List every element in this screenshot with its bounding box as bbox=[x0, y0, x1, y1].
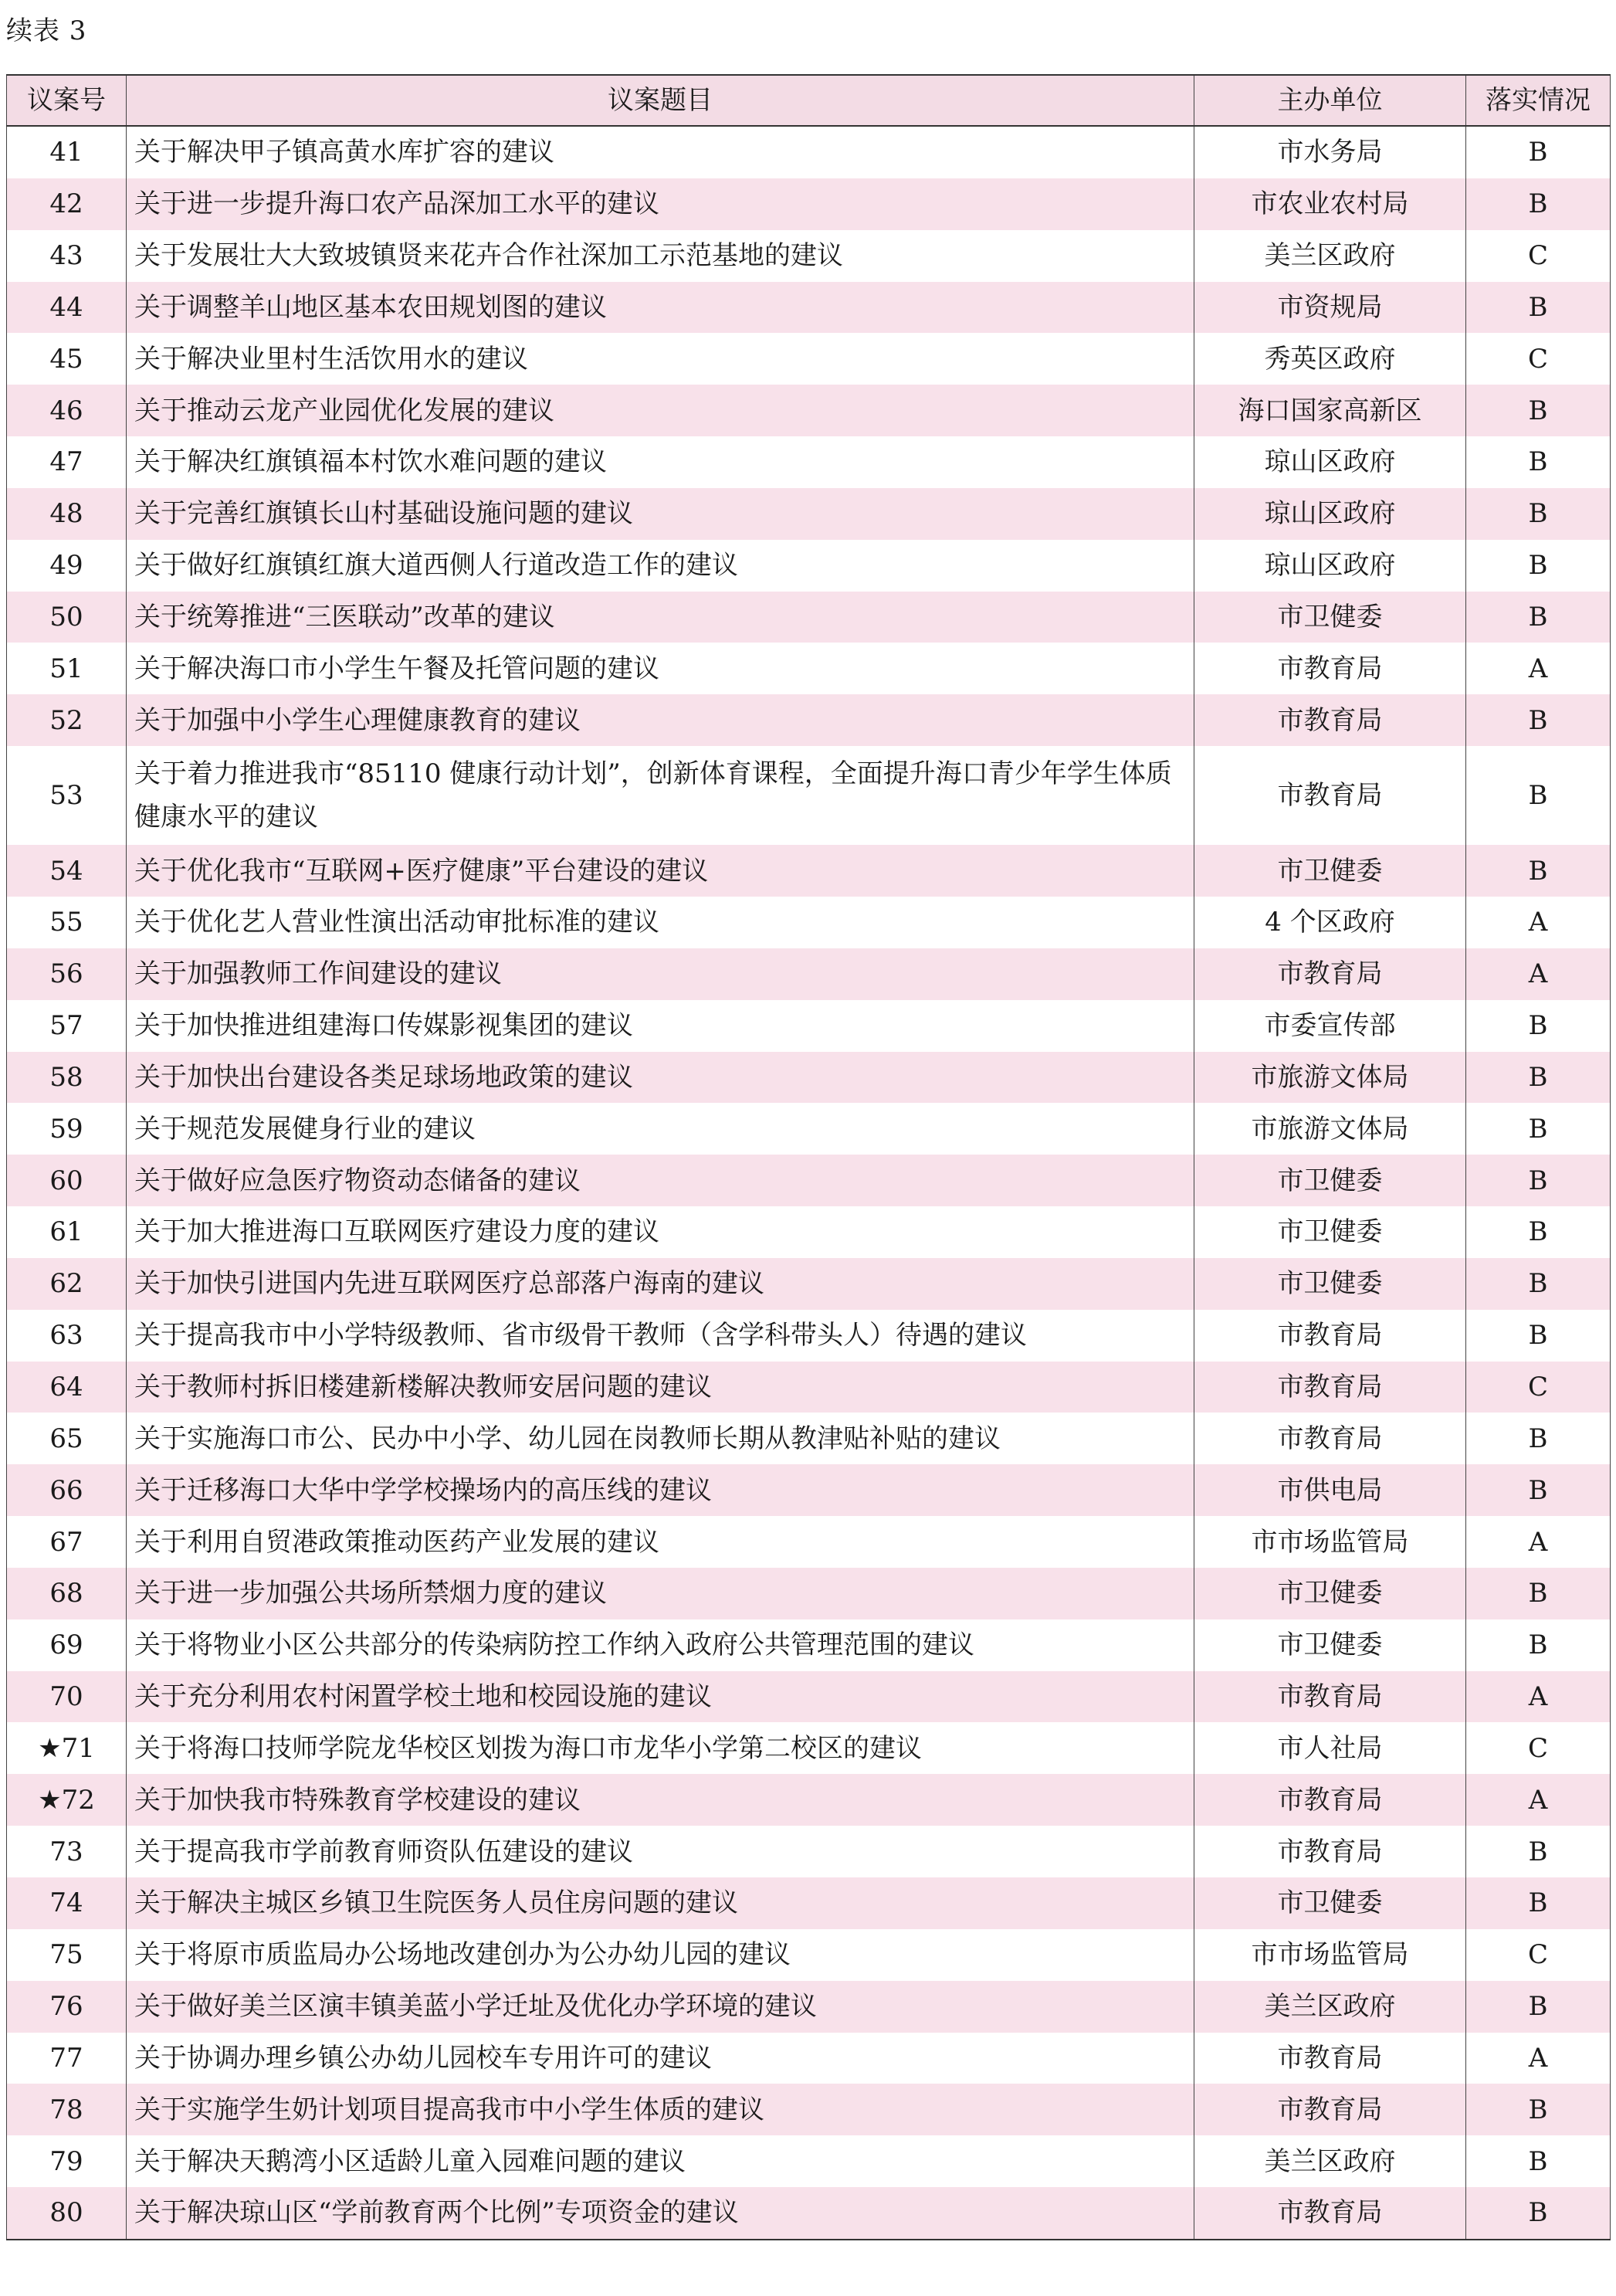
proposal-number: 68 bbox=[7, 1568, 127, 1619]
proposal-number: 64 bbox=[7, 1362, 127, 1413]
proposal-number: 76 bbox=[7, 1981, 127, 2033]
proposal-title: 关于加大推进海口互联网医疗建设力度的建议 bbox=[127, 1206, 1194, 1258]
table-row bbox=[7, 746, 1611, 845]
host-unit: 市教育局 bbox=[1194, 2033, 1466, 2084]
proposal-number: 45 bbox=[7, 333, 127, 385]
host-unit: 市教育局 bbox=[1194, 2187, 1466, 2240]
implementation-status: A bbox=[1466, 948, 1611, 1000]
host-unit: 市卫健委 bbox=[1194, 1206, 1466, 1258]
proposal-number: 63 bbox=[7, 1310, 127, 1362]
table-row bbox=[7, 897, 1611, 948]
table-row bbox=[7, 436, 1611, 488]
table-row bbox=[7, 230, 1611, 282]
proposal-number: 53 bbox=[7, 746, 127, 845]
implementation-status: A bbox=[1466, 2033, 1611, 2084]
proposal-title: 关于解决主城区乡镇卫生院医务人员住房问题的建议 bbox=[127, 1877, 1194, 1929]
proposal-title: 关于协调办理乡镇公办幼儿园校车专用许可的建议 bbox=[127, 2033, 1194, 2084]
proposal-number: 55 bbox=[7, 897, 127, 948]
table-row bbox=[7, 1516, 1611, 1568]
proposal-number: 52 bbox=[7, 694, 127, 746]
implementation-status: B bbox=[1466, 592, 1611, 643]
proposal-number: 44 bbox=[7, 282, 127, 334]
table-row bbox=[7, 2135, 1611, 2187]
proposal-title: 关于做好美兰区演丰镇美蓝小学迁址及优化办学环境的建议 bbox=[127, 1981, 1194, 2033]
implementation-status: B bbox=[1466, 2135, 1611, 2187]
implementation-status: B bbox=[1466, 1464, 1611, 1516]
proposal-title: 关于教师村拆旧楼建新楼解决教师安居问题的建议 bbox=[127, 1362, 1194, 1413]
table-row bbox=[7, 1052, 1611, 1104]
table-row bbox=[7, 540, 1611, 592]
proposal-title: 关于调整羊山地区基本农田规划图的建议 bbox=[127, 282, 1194, 334]
host-unit: 市旅游文体局 bbox=[1194, 1052, 1466, 1104]
proposal-title: 关于做好应急医疗物资动态储备的建议 bbox=[127, 1155, 1194, 1206]
proposal-title: 关于完善红旗镇长山村基础设施问题的建议 bbox=[127, 488, 1194, 540]
table-row bbox=[7, 1155, 1611, 1206]
proposal-title: 关于进一步加强公共场所禁烟力度的建议 bbox=[127, 1568, 1194, 1619]
proposal-number: 74 bbox=[7, 1877, 127, 1929]
implementation-status: B bbox=[1466, 1206, 1611, 1258]
table-row bbox=[7, 1619, 1611, 1671]
implementation-status: B bbox=[1466, 2187, 1611, 2240]
implementation-status: B bbox=[1466, 1826, 1611, 1877]
host-unit: 市卫健委 bbox=[1194, 1155, 1466, 1206]
proposal-number: 56 bbox=[7, 948, 127, 1000]
table-row bbox=[7, 333, 1611, 385]
proposal-title: 关于加快出台建设各类足球场地政策的建议 bbox=[127, 1052, 1194, 1104]
proposal-number: 80 bbox=[7, 2187, 127, 2240]
table-row bbox=[7, 1826, 1611, 1877]
implementation-status: A bbox=[1466, 1774, 1611, 1826]
proposal-title: 关于加强教师工作间建设的建议 bbox=[127, 948, 1194, 1000]
table-row bbox=[7, 1722, 1611, 1774]
proposal-title: 关于加快我市特殊教育学校建设的建议 bbox=[127, 1774, 1194, 1826]
proposal-title: 关于将物业小区公共部分的传染病防控工作纳入政府公共管理范围的建议 bbox=[127, 1619, 1194, 1671]
implementation-status: A bbox=[1466, 643, 1611, 694]
host-unit: 市教育局 bbox=[1194, 746, 1466, 845]
table-row bbox=[7, 1362, 1611, 1413]
table-row bbox=[7, 282, 1611, 334]
implementation-status: B bbox=[1466, 694, 1611, 746]
proposal-number: 75 bbox=[7, 1929, 127, 1981]
host-unit: 市卫健委 bbox=[1194, 1258, 1466, 1310]
host-unit: 市供电局 bbox=[1194, 1464, 1466, 1516]
proposal-title: 关于优化我市“互联网+医疗健康”平台建设的建议 bbox=[127, 845, 1194, 897]
proposal-title: 关于解决业里村生活饮用水的建议 bbox=[127, 333, 1194, 385]
implementation-status: B bbox=[1466, 1981, 1611, 2033]
implementation-status: B bbox=[1466, 282, 1611, 334]
header-unit: 主办单位 bbox=[1194, 75, 1466, 126]
proposal-number: 70 bbox=[7, 1671, 127, 1723]
implementation-status: A bbox=[1466, 1516, 1611, 1568]
host-unit: 市市场监管局 bbox=[1194, 1929, 1466, 1981]
host-unit: 市卫健委 bbox=[1194, 1877, 1466, 1929]
implementation-status: B bbox=[1466, 1413, 1611, 1464]
table-row bbox=[7, 2187, 1611, 2240]
table-body bbox=[7, 126, 1611, 2240]
proposal-title: 关于解决甲子镇高黄水库扩容的建议 bbox=[127, 126, 1194, 178]
table-row bbox=[7, 2084, 1611, 2135]
implementation-status: B bbox=[1466, 1310, 1611, 1362]
proposal-number: 79 bbox=[7, 2135, 127, 2187]
proposal-number: 46 bbox=[7, 385, 127, 436]
proposal-number: 77 bbox=[7, 2033, 127, 2084]
table-row bbox=[7, 1000, 1611, 1052]
host-unit: 琼山区政府 bbox=[1194, 540, 1466, 592]
host-unit: 市委宣传部 bbox=[1194, 1000, 1466, 1052]
implementation-status: A bbox=[1466, 897, 1611, 948]
proposal-title: 关于加快推进组建海口传媒影视集团的建议 bbox=[127, 1000, 1194, 1052]
host-unit: 美兰区政府 bbox=[1194, 1981, 1466, 2033]
proposal-number: ★72 bbox=[7, 1774, 127, 1826]
proposal-title: 关于着力推进我市“85110 健康行动计划”，创新体育课程，全面提升海口青少年学生体质健康水平的建议 bbox=[127, 746, 1194, 845]
host-unit: 市教育局 bbox=[1194, 1362, 1466, 1413]
table-row bbox=[7, 1413, 1611, 1464]
host-unit: 市教育局 bbox=[1194, 1310, 1466, 1362]
host-unit: 市教育局 bbox=[1194, 1774, 1466, 1826]
table-row bbox=[7, 592, 1611, 643]
host-unit: 市教育局 bbox=[1194, 694, 1466, 746]
table-row bbox=[7, 178, 1611, 230]
proposal-number: 66 bbox=[7, 1464, 127, 1516]
proposal-number: 54 bbox=[7, 845, 127, 897]
host-unit: 市市场监管局 bbox=[1194, 1516, 1466, 1568]
implementation-status: B bbox=[1466, 178, 1611, 230]
table-row bbox=[7, 1103, 1611, 1155]
host-unit: 市资规局 bbox=[1194, 282, 1466, 334]
host-unit: 市教育局 bbox=[1194, 948, 1466, 1000]
proposal-title: 关于利用自贸港政策推动医药产业发展的建议 bbox=[127, 1516, 1194, 1568]
host-unit: 市教育局 bbox=[1194, 1671, 1466, 1723]
implementation-status: B bbox=[1466, 1155, 1611, 1206]
proposal-title: 关于进一步提升海口农产品深加工水平的建议 bbox=[127, 178, 1194, 230]
proposal-title: 关于解决琼山区“学前教育两个比例”专项资金的建议 bbox=[127, 2187, 1194, 2240]
implementation-status: B bbox=[1466, 385, 1611, 436]
table-row bbox=[7, 488, 1611, 540]
host-unit: 市卫健委 bbox=[1194, 1568, 1466, 1619]
table-row bbox=[7, 385, 1611, 436]
host-unit: 4 个区政府 bbox=[1194, 897, 1466, 948]
implementation-status: B bbox=[1466, 1877, 1611, 1929]
proposal-number: 49 bbox=[7, 540, 127, 592]
proposal-number: 51 bbox=[7, 643, 127, 694]
host-unit: 市人社局 bbox=[1194, 1722, 1466, 1774]
proposal-number: 59 bbox=[7, 1103, 127, 1155]
table-row bbox=[7, 1929, 1611, 1981]
proposal-title: 关于充分利用农村闲置学校土地和校园设施的建议 bbox=[127, 1671, 1194, 1723]
table-row bbox=[7, 845, 1611, 897]
implementation-status: B bbox=[1466, 126, 1611, 178]
proposal-title: 关于发展壮大大致坡镇贤来花卉合作社深加工示范基地的建议 bbox=[127, 230, 1194, 282]
proposal-title: 关于统筹推进“三医联动”改革的建议 bbox=[127, 592, 1194, 643]
table-row bbox=[7, 694, 1611, 746]
table-row bbox=[7, 1310, 1611, 1362]
table-row bbox=[7, 126, 1611, 178]
host-unit: 市卫健委 bbox=[1194, 845, 1466, 897]
table-row bbox=[7, 1981, 1611, 2033]
implementation-status: C bbox=[1466, 1929, 1611, 1981]
table-row bbox=[7, 1258, 1611, 1310]
implementation-status: B bbox=[1466, 488, 1611, 540]
implementation-status: C bbox=[1466, 1722, 1611, 1774]
implementation-status: B bbox=[1466, 845, 1611, 897]
implementation-status: B bbox=[1466, 1052, 1611, 1104]
proposal-table bbox=[6, 74, 1611, 2240]
host-unit: 秀英区政府 bbox=[1194, 333, 1466, 385]
table-row bbox=[7, 1464, 1611, 1516]
table-row bbox=[7, 948, 1611, 1000]
host-unit: 海口国家高新区 bbox=[1194, 385, 1466, 436]
host-unit: 市卫健委 bbox=[1194, 1619, 1466, 1671]
host-unit: 琼山区政府 bbox=[1194, 488, 1466, 540]
proposal-number: 57 bbox=[7, 1000, 127, 1052]
implementation-status: C bbox=[1466, 1362, 1611, 1413]
table-row bbox=[7, 2033, 1611, 2084]
host-unit: 市教育局 bbox=[1194, 1413, 1466, 1464]
implementation-status: B bbox=[1466, 1000, 1611, 1052]
proposal-number: 42 bbox=[7, 178, 127, 230]
proposal-number: 47 bbox=[7, 436, 127, 488]
header-status: 落实情况 bbox=[1466, 75, 1611, 126]
proposal-title: 关于实施海口市公、民办中小学、幼儿园在岗教师长期从教津贴补贴的建议 bbox=[127, 1413, 1194, 1464]
implementation-status: B bbox=[1466, 540, 1611, 592]
implementation-status: C bbox=[1466, 333, 1611, 385]
proposal-title: 关于将原市质监局办公场地改建创办为公办幼儿园的建议 bbox=[127, 1929, 1194, 1981]
proposal-title: 关于解决海口市小学生午餐及托管问题的建议 bbox=[127, 643, 1194, 694]
proposal-number: 43 bbox=[7, 230, 127, 282]
host-unit: 美兰区政府 bbox=[1194, 230, 1466, 282]
proposal-number: 67 bbox=[7, 1516, 127, 1568]
header-row bbox=[7, 75, 1611, 126]
implementation-status: B bbox=[1466, 746, 1611, 845]
host-unit: 市旅游文体局 bbox=[1194, 1103, 1466, 1155]
table-row bbox=[7, 1774, 1611, 1826]
proposal-number: 60 bbox=[7, 1155, 127, 1206]
proposal-number: 62 bbox=[7, 1258, 127, 1310]
proposal-number: 73 bbox=[7, 1826, 127, 1877]
implementation-status: B bbox=[1466, 1258, 1611, 1310]
proposal-number: 41 bbox=[7, 126, 127, 178]
implementation-status: A bbox=[1466, 1671, 1611, 1723]
implementation-status: B bbox=[1466, 1103, 1611, 1155]
implementation-status: C bbox=[1466, 230, 1611, 282]
table-row bbox=[7, 1671, 1611, 1723]
proposal-title: 关于迁移海口大华中学学校操场内的高压线的建议 bbox=[127, 1464, 1194, 1516]
implementation-status: B bbox=[1466, 1568, 1611, 1619]
proposal-number: 69 bbox=[7, 1619, 127, 1671]
table-row bbox=[7, 1568, 1611, 1619]
host-unit: 市教育局 bbox=[1194, 2084, 1466, 2135]
proposal-number: 61 bbox=[7, 1206, 127, 1258]
proposal-title: 关于提高我市中小学特级教师、省市级骨干教师（含学科带头人）待遇的建议 bbox=[127, 1310, 1194, 1362]
proposal-number: 50 bbox=[7, 592, 127, 643]
host-unit: 市教育局 bbox=[1194, 1826, 1466, 1877]
proposal-title: 关于加强中小学生心理健康教育的建议 bbox=[127, 694, 1194, 746]
proposal-title: 关于优化艺人营业性演出活动审批标准的建议 bbox=[127, 897, 1194, 948]
proposal-title: 关于做好红旗镇红旗大道西侧人行道改造工作的建议 bbox=[127, 540, 1194, 592]
proposal-title: 关于将海口技师学院龙华校区划拨为海口市龙华小学第二校区的建议 bbox=[127, 1722, 1194, 1774]
proposal-number: 65 bbox=[7, 1413, 127, 1464]
implementation-status: B bbox=[1466, 2084, 1611, 2135]
proposal-number: 78 bbox=[7, 2084, 127, 2135]
proposal-number: ★71 bbox=[7, 1722, 127, 1774]
proposal-title: 关于实施学生奶计划项目提高我市中小学生体质的建议 bbox=[127, 2084, 1194, 2135]
header-no: 议案号 bbox=[7, 75, 127, 126]
host-unit: 市农业农村局 bbox=[1194, 178, 1466, 230]
table-row bbox=[7, 1877, 1611, 1929]
host-unit: 市教育局 bbox=[1194, 643, 1466, 694]
host-unit: 市卫健委 bbox=[1194, 592, 1466, 643]
table-caption: 续表 3 bbox=[6, 15, 87, 46]
host-unit: 市水务局 bbox=[1194, 126, 1466, 178]
header-title: 议案题目 bbox=[127, 75, 1194, 126]
proposal-number: 58 bbox=[7, 1052, 127, 1104]
proposal-title: 关于加快引进国内先进互联网医疗总部落户海南的建议 bbox=[127, 1258, 1194, 1310]
implementation-status: B bbox=[1466, 436, 1611, 488]
proposal-title: 关于规范发展健身行业的建议 bbox=[127, 1103, 1194, 1155]
host-unit: 琼山区政府 bbox=[1194, 436, 1466, 488]
table-row bbox=[7, 1206, 1611, 1258]
host-unit: 美兰区政府 bbox=[1194, 2135, 1466, 2187]
proposal-title: 关于解决天鹅湾小区适龄儿童入园难问题的建议 bbox=[127, 2135, 1194, 2187]
proposal-title: 关于推动云龙产业园优化发展的建议 bbox=[127, 385, 1194, 436]
proposal-title: 关于提高我市学前教育师资队伍建设的建议 bbox=[127, 1826, 1194, 1877]
proposal-title: 关于解决红旗镇福本村饮水难问题的建议 bbox=[127, 436, 1194, 488]
table-row bbox=[7, 643, 1611, 694]
implementation-status: B bbox=[1466, 1619, 1611, 1671]
proposal-number: 48 bbox=[7, 488, 127, 540]
